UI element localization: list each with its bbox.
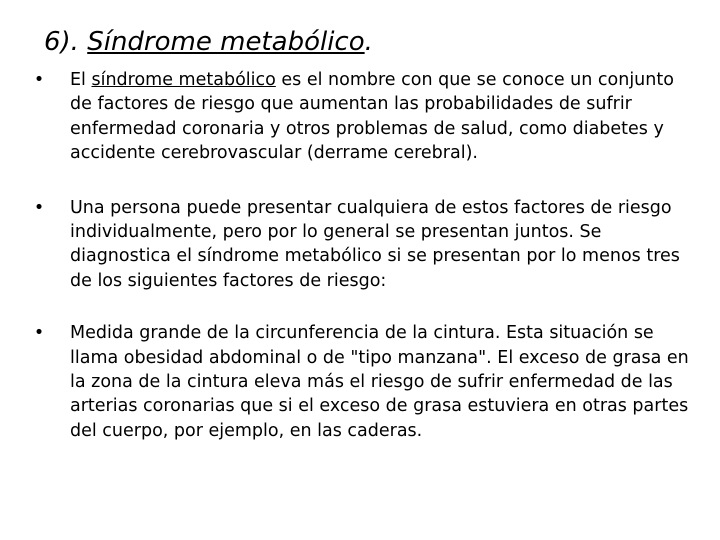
bullet-dot-icon: • — [33, 323, 45, 344]
bullet-list — [28, 68, 696, 443]
title-suffix: . — [364, 27, 373, 57]
title-prefix: 6). — [44, 27, 88, 57]
bullet-text-pre: El — [70, 70, 92, 90]
bullet-item-waist — [28, 321, 696, 443]
bullet-text-underlined: síndrome metabólico — [91, 70, 276, 90]
bullet-text: Una persona puede presentar cualquiera de estos factores de riesgo individualmente, pero por lo general se presentan juntos. Se diagnostica el síndrome metabólico si se presentan por lo menos tres de los siguientes factores de riesgo: — [70, 197, 680, 291]
bullet-dot-icon: • — [33, 70, 45, 90]
bullet-item-definition — [28, 68, 696, 166]
bullet-dot-icon: • — [33, 197, 45, 218]
bullet-text-post: es el nombre con que se conoce un conjunto de factores de riesgo que aumentan las probabilidades de sufrir enfermedad coronaria y otros problemas de salud, como diabetes y accidente cerebrovascular (derrame cerebral). — [70, 70, 674, 164]
title-main: Síndrome metabólico — [87, 27, 365, 57]
bullet-item-diagnosis — [28, 196, 696, 294]
slide-title — [44, 24, 373, 60]
bullet-text: Medida grande de la circunferencia de la cintura. Esta situación se llama obesidad abdominal o de "tipo manzana". El exceso de grasa en la zona de la cintura eleva más el riesgo de sufrir enfermedad de las arterias coronarias que si el exceso de grasa estuviera en otras partes del cuerpo, por ejemplo, en las caderas. — [70, 323, 689, 441]
